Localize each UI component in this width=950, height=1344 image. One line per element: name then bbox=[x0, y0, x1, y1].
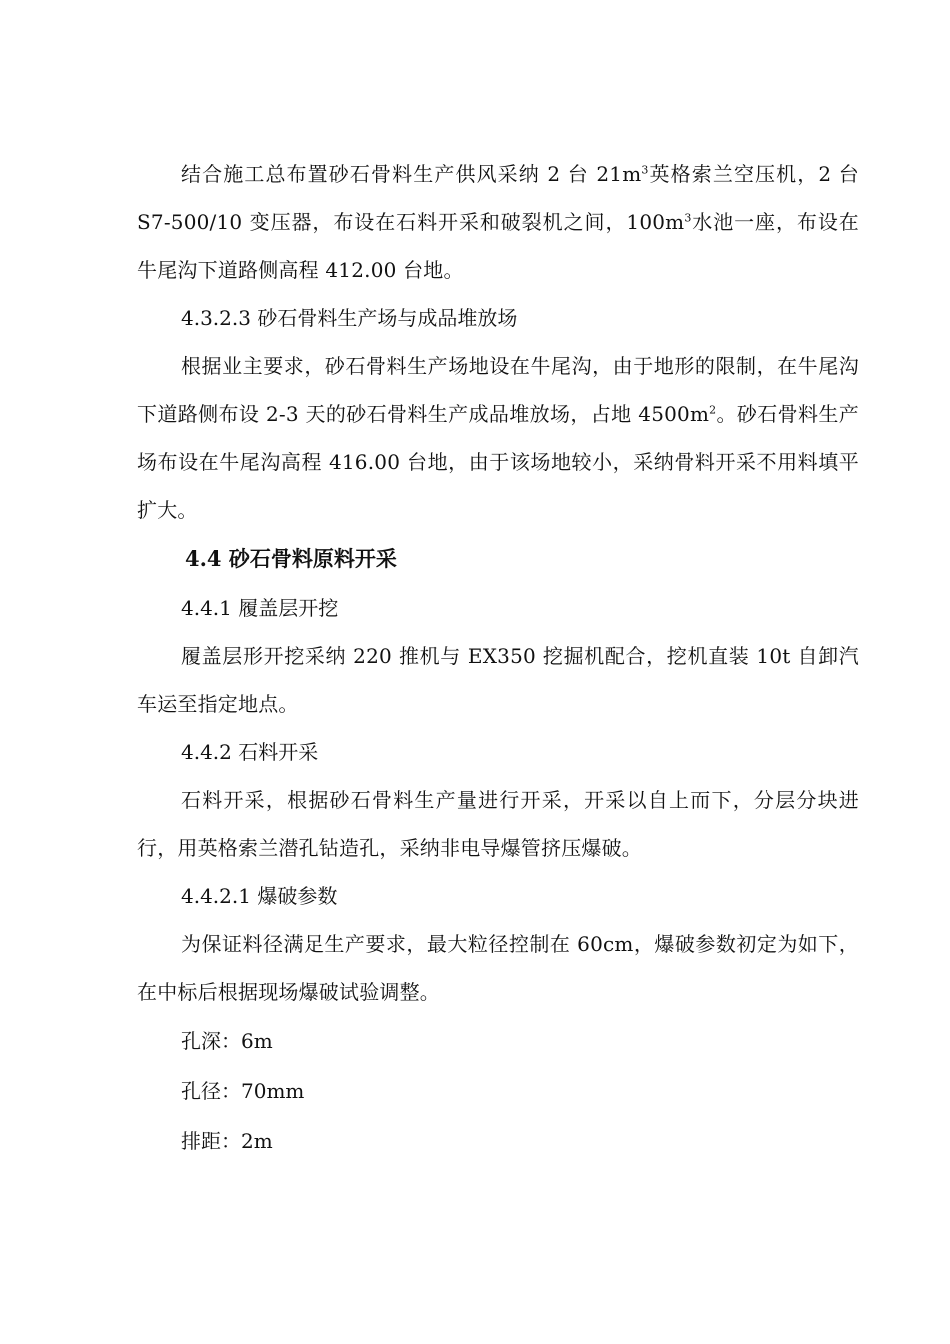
document-body bbox=[137, 150, 859, 1166]
section-title-4-4: 4.4 砂石骨料原料开采 bbox=[185, 546, 397, 571]
subheading-4-4-1: 4.4.1 履盖层开挖 bbox=[181, 596, 339, 620]
paragraph-blasting-params: 为保证料径满足生产要求，最大粒径控制在 60cm，爆破参数初定为如下，在中标后根据现场爆破试验调整。 bbox=[137, 932, 859, 1004]
paragraph-text: 水池一座，布设在牛尾沟下道路侧高程 412.00 台地。 bbox=[137, 210, 859, 282]
subheading-4-4-2-1: 4.4.2.1 爆破参数 bbox=[181, 884, 338, 908]
superscript: 3 bbox=[641, 163, 649, 177]
paragraph-text: 。砂石骨料生产场布设在牛尾沟高程 416.00 台地，由于该场地较小，采纳骨料开采不用料填平扩大。 bbox=[137, 402, 859, 522]
superscript: 3 bbox=[684, 211, 692, 225]
paragraph-text: 结合施工总布置砂石骨料生产供风采纳 2 台 21m bbox=[181, 162, 642, 186]
paragraph-overburden: 履盖层形开挖采纳 220 推机与 EX350 挖掘机配合，挖机直装 10t 自卸汽车运至指定地点。 bbox=[137, 644, 859, 716]
param-row-spacing: 排距：2m bbox=[181, 1129, 273, 1153]
subheading-4-3-2-3: 4.3.2.3 砂石骨料生产场与成品堆放场 bbox=[181, 306, 518, 330]
paragraph-text: 英格索兰空压机，2 台 S7-500/10 变压器，布设在石料开采和破裂机之间，100m bbox=[137, 162, 859, 234]
paragraph-text: 根据业主要求，砂石骨料生产场地设在牛尾沟，由于地形的限制，在牛尾沟下道路侧布设 2-3 天的砂石骨料生产成品堆放场，占地 4500m bbox=[137, 354, 859, 426]
superscript: 2 bbox=[709, 403, 717, 417]
param-hole-diameter: 孔径：70mm bbox=[181, 1079, 305, 1103]
param-hole-depth: 孔深：6m bbox=[181, 1029, 273, 1053]
paragraph-production-site bbox=[137, 342, 859, 534]
paragraph-air-compressor bbox=[137, 150, 859, 294]
paragraph-quarrying: 石料开采，根据砂石骨料生产量进行开采，开采以自上而下，分层分块进行，用英格索兰潜孔钻造孔，采纳非电导爆管挤压爆破。 bbox=[137, 788, 859, 860]
subheading-4-4-2: 4.4.2 石料开采 bbox=[181, 740, 319, 764]
